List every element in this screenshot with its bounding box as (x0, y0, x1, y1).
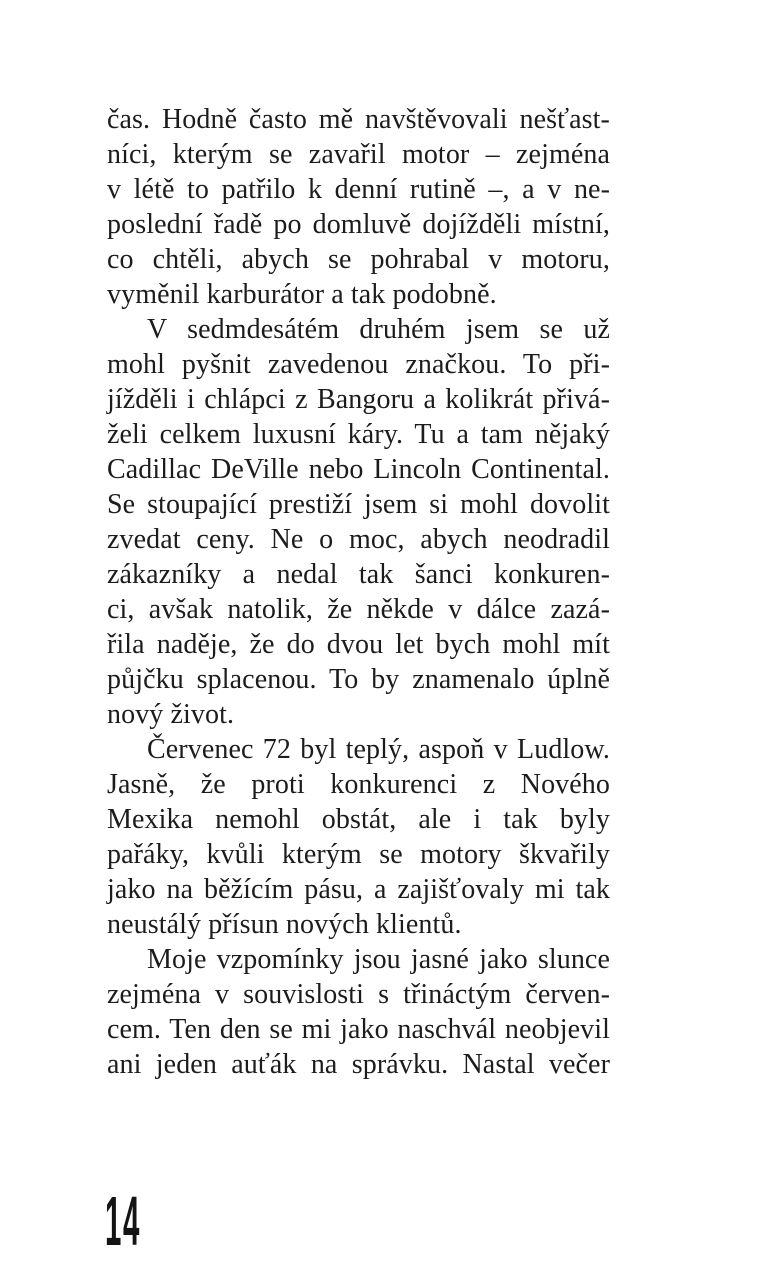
text-line: zvedat ceny. Ne o moc, abych neodradil (107, 524, 610, 555)
text-line: zejména v souvislosti s třináctým červen- (107, 979, 610, 1010)
text-line: níci, kterým se zavařil motor – zejména (107, 139, 610, 170)
text-line: Moje vzpomínky jsou jasné jako slunce (147, 944, 610, 975)
text-block (107, 102, 610, 1082)
text-line: Jasně, že proti konkurenci z Nového (107, 769, 610, 800)
text-line: V sedmdesátém druhém jsem se už (147, 314, 610, 345)
text-line: Se stoupající prestiží jsem si mohl dovolit (107, 489, 610, 520)
text-line: půjčku splacenou. To by znamenalo úplně (107, 664, 610, 695)
text-line: zákazníky a nedal tak šanci konkuren- (107, 559, 610, 590)
text-line: řila naděje, že do dvou let bych mohl mít (107, 629, 610, 660)
page-number: 14 (105, 1182, 142, 1260)
text-line: poslední řadě po domluvě dojížděli místní, (107, 209, 610, 240)
text-line: Cadillac DeVille nebo Lincoln Continental. (107, 454, 610, 485)
text-line: v létě to patřilo k denní rutině –, a v ne- (107, 174, 610, 205)
text-line: co chtěli, abych se pohrabal v motoru, (107, 244, 610, 275)
text-line: cem. Ten den se mi jako naschvál neobjevil (107, 1014, 610, 1045)
text-line: ani jeden auťák na správku. Nastal večer (107, 1049, 610, 1080)
text-line: jako na běžícím pásu, a zajišťovaly mi tak (107, 874, 610, 905)
text-line: ci, avšak natolik, že někde v dálce zazá- (107, 594, 610, 625)
text-line: čas. Hodně často mě navštěvovali nešťast- (107, 104, 610, 135)
text-line: neustálý přísun nových klientů. (107, 909, 462, 940)
text-line: pařáky, kvůli kterým se motory škvařily (107, 839, 610, 870)
text-line: vyměnil karburátor a tak podobně. (107, 279, 497, 310)
text-line: želi celkem luxusní káry. Tu a tam nějaký (107, 419, 610, 450)
text-line: jížděli i chlápci z Bangoru a kolikrát přivá- (107, 384, 610, 415)
text-line: Mexika nemohl obstát, ale i tak byly (107, 804, 610, 835)
text-line: Červenec 72 byl teplý, aspoň v Ludlow. (147, 734, 610, 765)
text-line: nový život. (107, 699, 235, 730)
text-line: mohl pyšnit zavedenou značkou. To při- (107, 349, 610, 380)
